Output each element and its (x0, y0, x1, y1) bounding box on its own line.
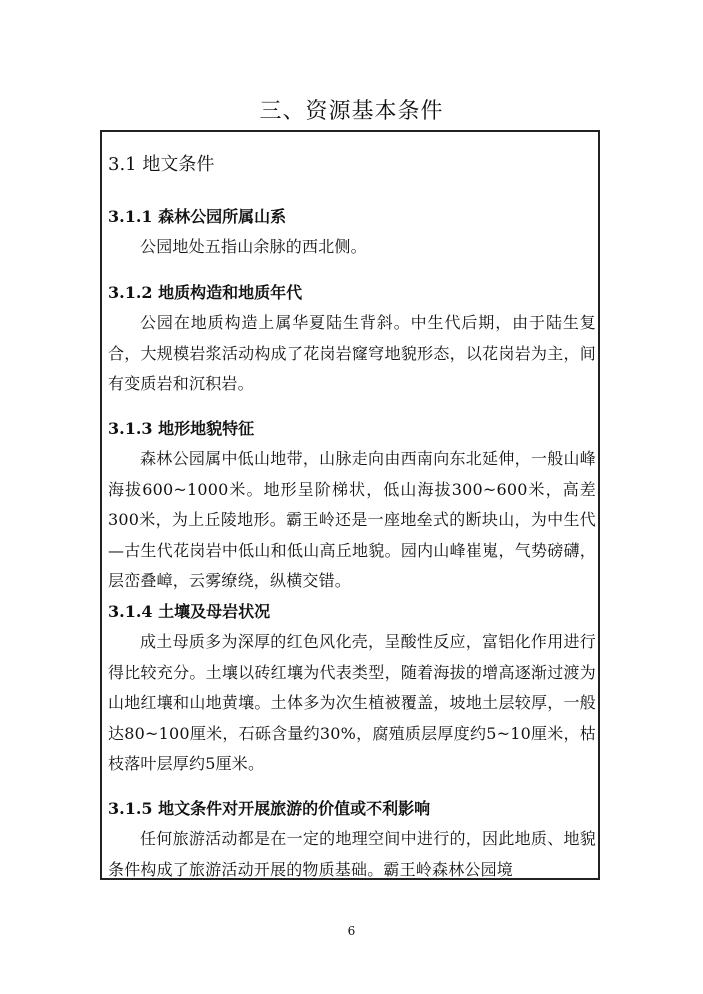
page-number: 6 (347, 924, 356, 938)
subsection-heading-3-1-4: 3.1.4 土壤及母岩状况 (108, 602, 271, 621)
page-title: 三、资源基本条件 (259, 99, 444, 124)
section-heading: 3.1 地文条件 (108, 154, 215, 175)
subsection-heading-3-1-5: 3.1.5 地文条件对开展旅游的价值或不利影响 (108, 799, 431, 818)
content-frame (100, 130, 600, 880)
subsection-text-3-1-4: 成土母质多为深厚的红色风化壳，呈酸性反应，富铝化作用进行得比较充分。土壤以砖红壤为代表类型，随着海拔的增高逐渐过渡为山地红壤和山地黄壤。土体多为次生植被覆盖，坡地土层较厚，一般达80~100厘米，石砾含量约30%，腐殖质层厚度约5~10厘米，枯枝落叶层厚约5厘米。 (108, 632, 596, 773)
subsection-text-3-1-5: 任何旅游活动都是在一定的地理空间中进行的，因此地质、地貌条件构成了旅游活动开展的物质基础。霸王岭森林公园境 (108, 829, 596, 879)
subsection-text-3-1-2: 公园在地质构造上属华夏陆生背斜。中生代后期，由于陆生复合，大规模岩浆活动构成了花岗岩窿穹地貌形态，以花岗岩为主，间有变质岩和沉积岩。 (108, 313, 596, 393)
subsection-heading-3-1-1: 3.1.1 森林公园所属山系 (108, 207, 287, 226)
subsection-text-3-1-3: 森林公园属中低山地带，山脉走向由西南向东北延伸，一般山峰海拔600~1000米。地形呈阶梯状，低山海拔300~600米，高差300米，为上丘陵地形。霸王岭还是一座地垒式的断块山，为中生代—古生代花岗岩中低山和低山高丘地貌。园内山峰崔嵬，气势磅礴，层峦叠嶂，云雾缭绕，纵横交错。 (108, 449, 596, 590)
subsection-text-3-1-1: 公园地处五指山余脉的西北侧。 (140, 237, 367, 256)
subsection-heading-3-1-2: 3.1.2 地质构造和地质年代 (108, 283, 303, 302)
subsection-heading-3-1-3: 3.1.3 地形地貌特征 (108, 419, 255, 438)
